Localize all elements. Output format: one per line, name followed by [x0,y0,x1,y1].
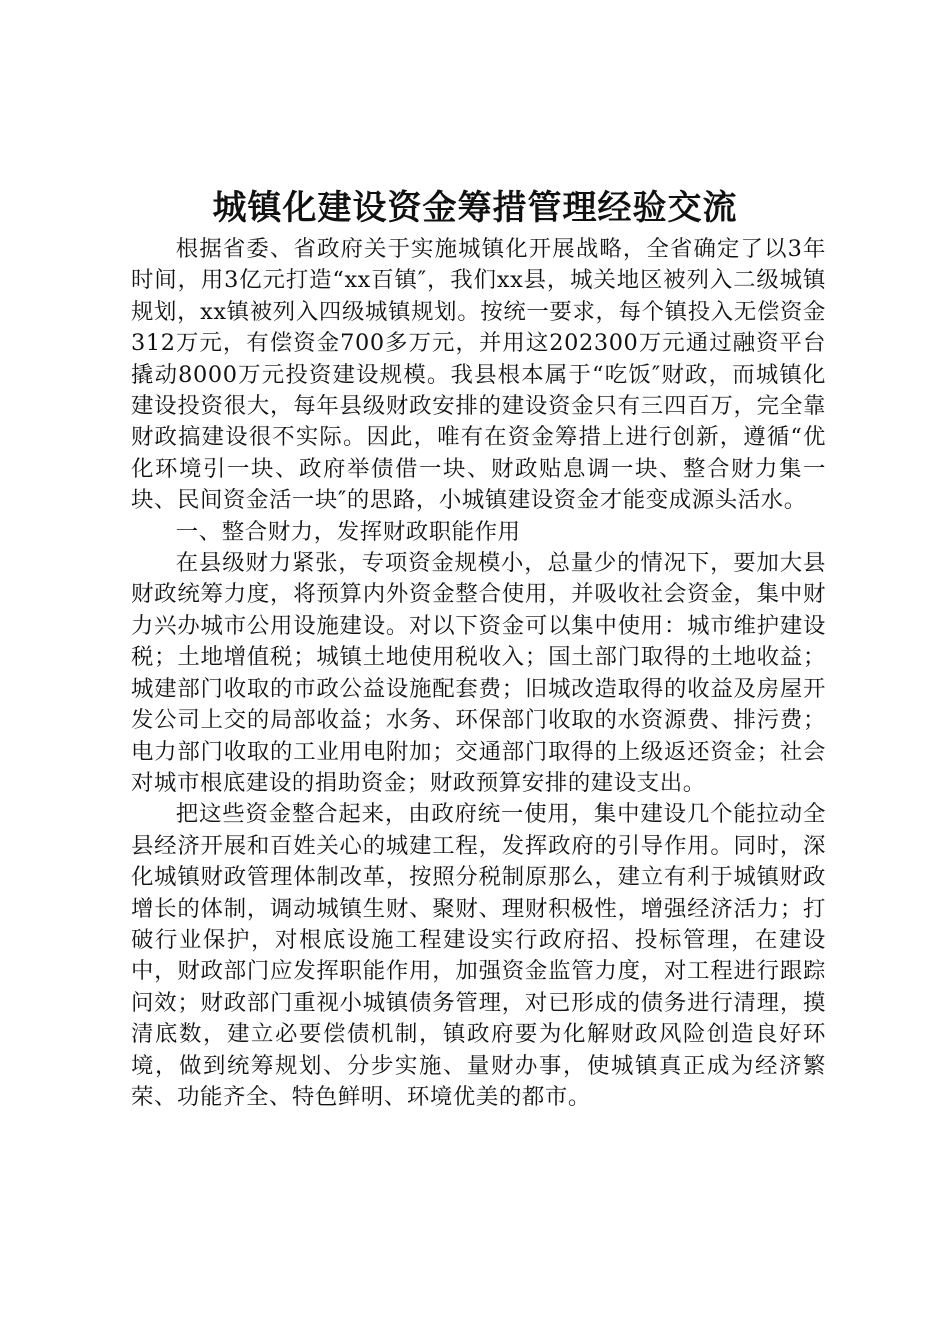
section-heading-1: 一、整合财力，发挥财政职能作用 [175,518,521,545]
paragraph-intro: 根据省委、省政府关于实施城镇化开展战略，全省确定了以3年时间，用3亿元打造“xx百镇″，我们xx县，城关地区被列入二级城镇规划，xx镇被列入四级城镇规划。按统一要求，每个镇投入无偿资金312万元，有偿资金700多万元，并用这202300万元通过融资平台撬动8000万元投资建设规模。我县根本属于“吃饭″财政，而城镇化建设投资很大，每年县级财政安排的建设资金只有三四百万，完全靠财政搞建设很不实际。因此，唯有在资金筹措上进行创新，遵循“优化环境引一块、政府举债借一块、财政贴息调一块、整合财力集一块、民间资金活一块″的思路，小城镇建设资金才能变成源头活水。 [131,236,826,514]
paragraph-funds-integration: 在县级财力紧张，专项资金规模小，总量少的情况下，要加大县财政统筹力度，将预算内外资金整合使用，并吸收社会资金，集中财力兴办城市公用设施建设。对以下资金可以集中使用：城市维护建设税；土地增值税；城镇土地使用税收入；国土部门取得的土地收益；城建部门收取的市政公益设施配套费；旧城改造取得的收益及房屋开发公司上交的局部收益；水务、环保部门收取的水资源费、排污费；电力部门收取的工业用电附加；交通部门取得的上级返还资金；社会对城市根底建设的捐助资金；财政预算安排的建设支出。 [131,550,826,796]
document-title: 城镇化建设资金筹措管理经验交流 [212,188,738,228]
paragraph-government-role: 把这些资金整合起来，由政府统一使用，集中建设几个能拉动全县经济开展和百姓关心的城建工程，发挥政府的引导作用。同时，深化城镇财政管理体制改革，按照分税制原那么，建立有利于城镇财政增长的体制，调动城镇生财、聚财、理财积极性，增强经济活力；打破行业保护，对根底设施工程建设实行政府招、投标管理，在建设中，财政部门应发挥职能作用，加强资金监管力度，对工程进行跟踪问效；财政部门重视小城镇债务管理，对已形成的债务进行清理，摸清底数，建立必要偿债机制，镇政府要为化解财政风险创造良好环境，做到统筹规划、分步实施、量财办事，使城镇真正成为经济繁荣、功能齐全、特色鲜明、环境优美的都市。 [131,801,826,1110]
document-body [131,234,826,1113]
